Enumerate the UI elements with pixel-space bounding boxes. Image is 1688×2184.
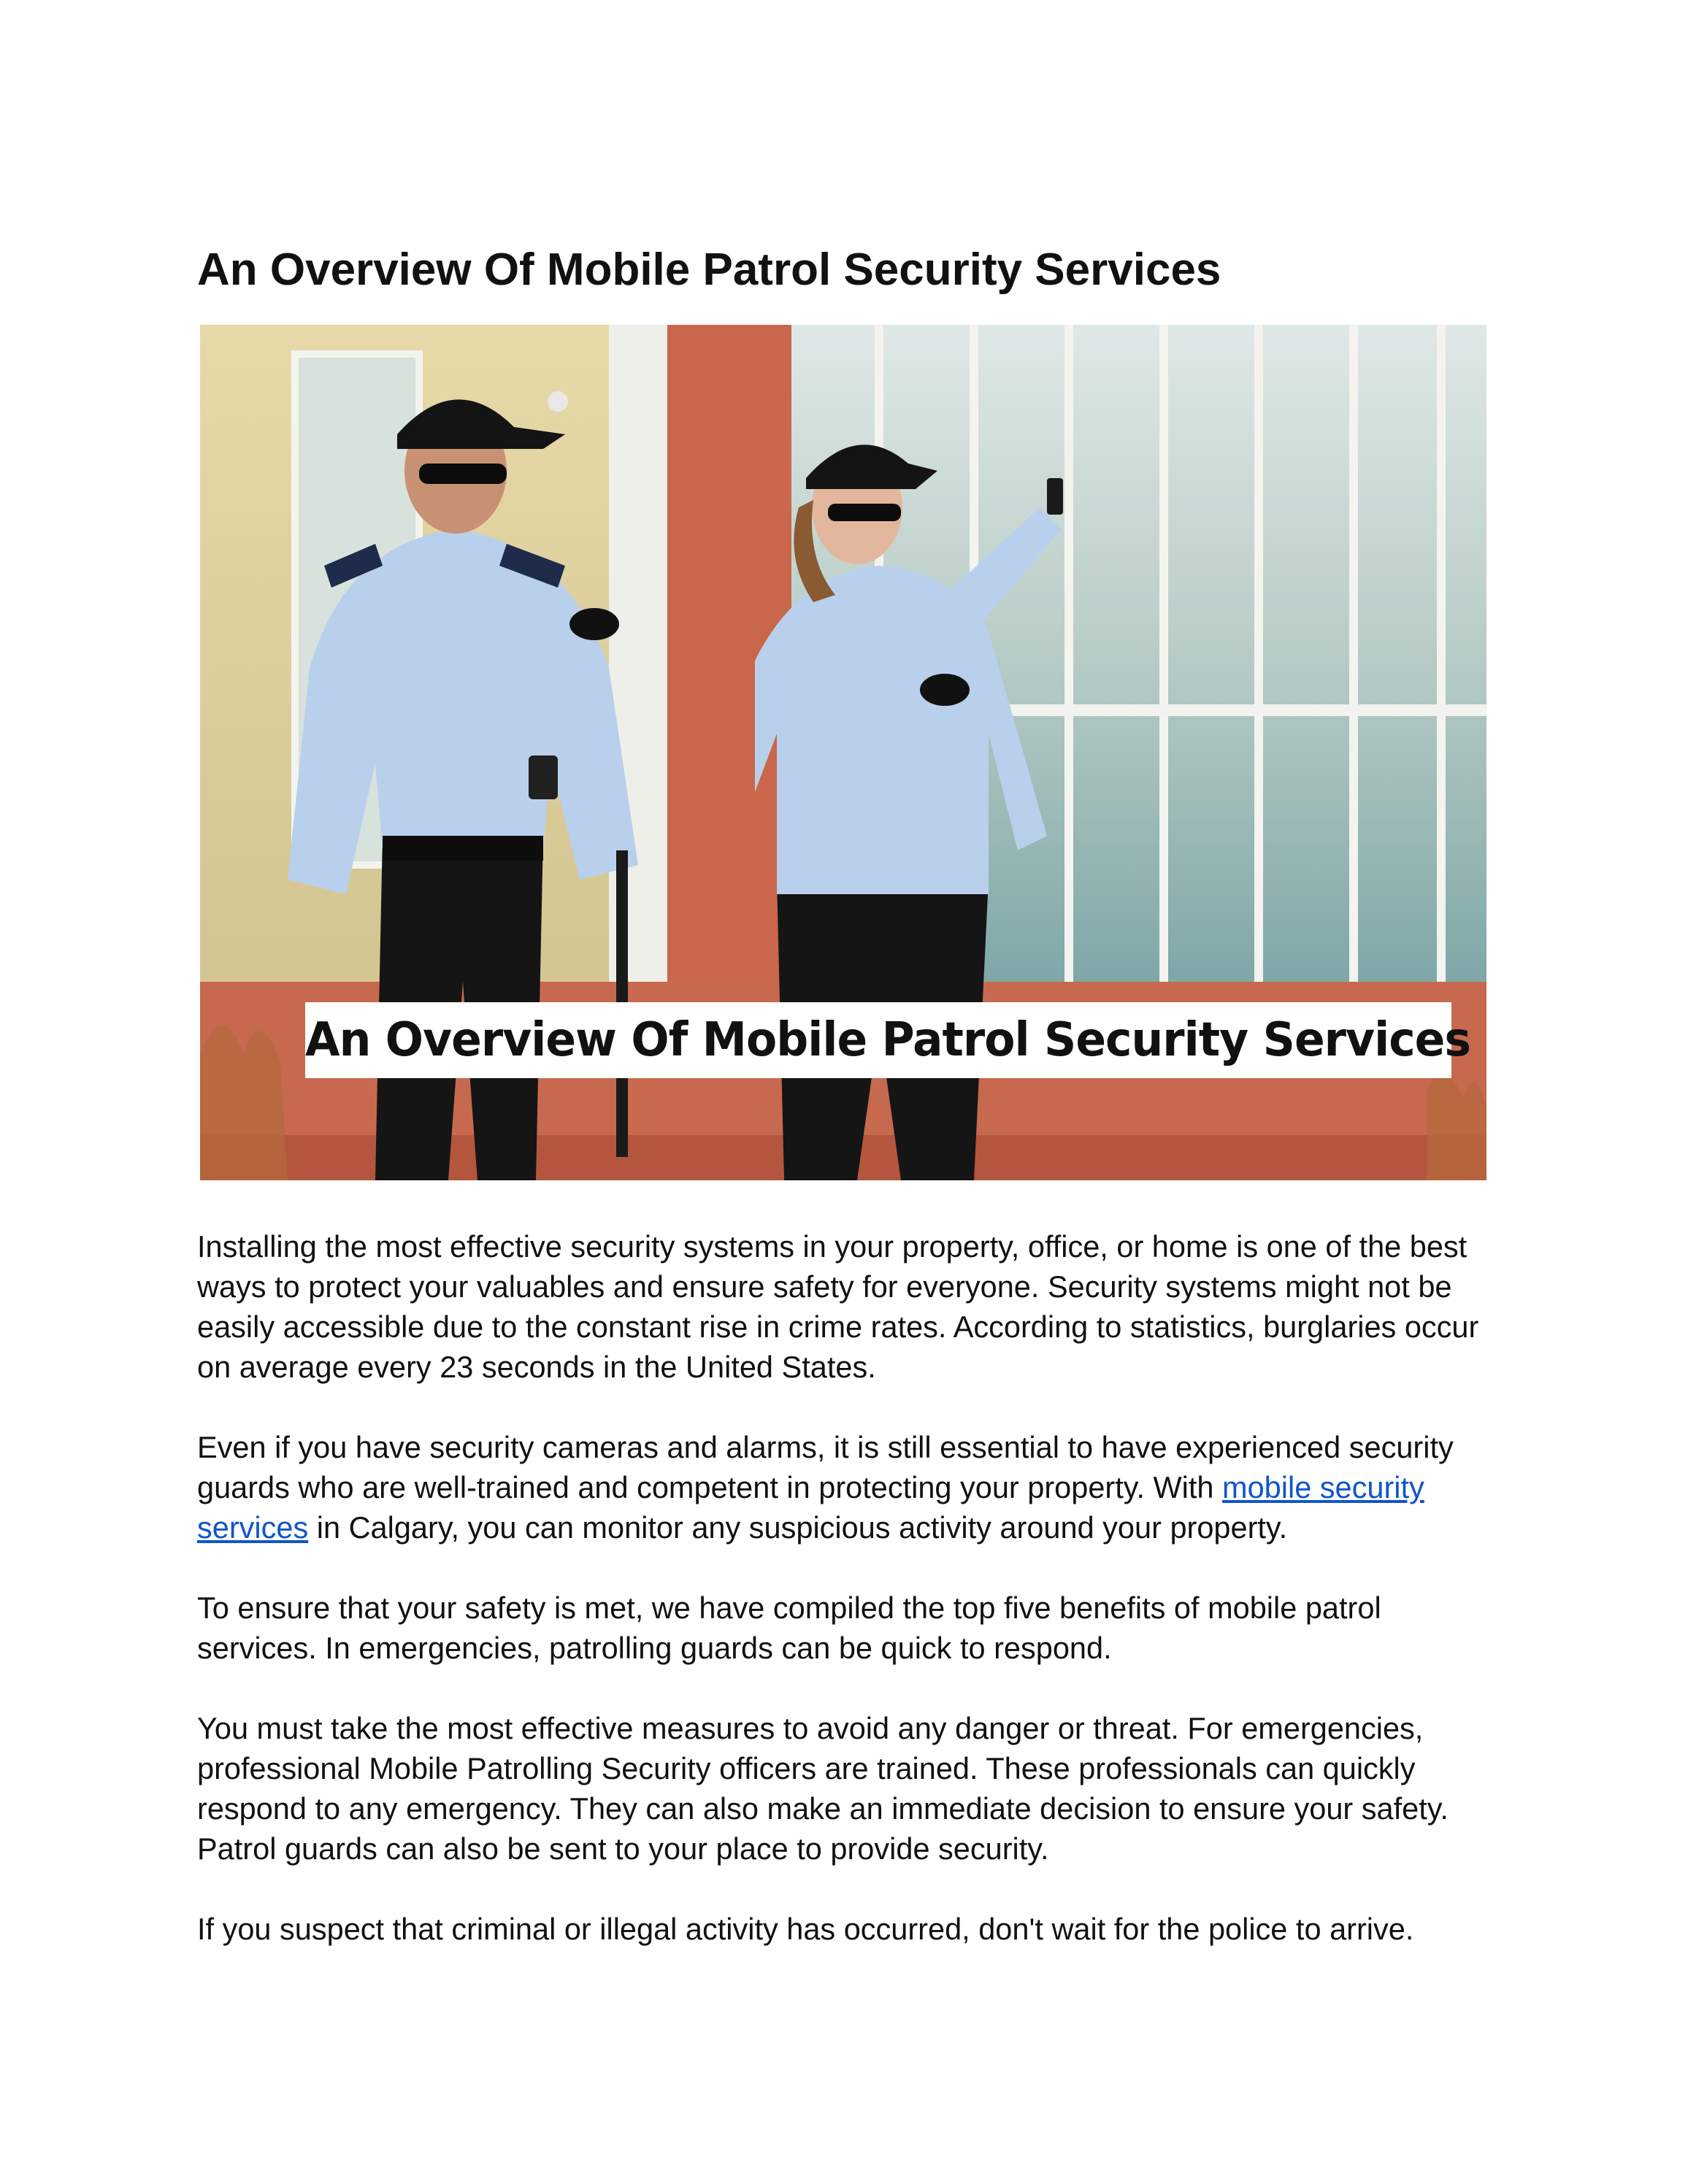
guard-left-radio <box>529 755 558 799</box>
paragraph-4: You must take the most effective measures to avoid any danger or threat. For emergencies, professional Mobile Patrolling Security officers are trained. These professionals can quickly respond to any emergency. They can also make an immediate decision to ensure your safety. Patrol guards can also be sent to your place to provide security. <box>197 1711 1449 1866</box>
guard-right-sunglasses <box>828 504 901 521</box>
paragraph-2-before: Even if you have security cameras and alarms, it is still essential to have experienced security guards who are well-trained and competent in protecting your property. With <box>197 1430 1454 1504</box>
article-body <box>197 1226 1497 1989</box>
guard-right-radio <box>1047 478 1063 515</box>
guard-left-patch <box>569 608 619 640</box>
page-title: An Overview Of Mobile Patrol Security Services <box>197 245 1221 295</box>
paragraph-2-after: in Calgary, you can monitor any suspicious activity around your property. <box>308 1510 1288 1545</box>
paragraph-3: To ensure that your safety is met, we have compiled the top five benefits of mobile patrol services. In emergencies, patrolling guards can be quick to respond. <box>197 1591 1381 1665</box>
guard-left-sunglasses <box>419 464 507 484</box>
paragraph-1: Installing the most effective security systems in your property, office, or home is one of the best ways to protect your valuables and ensure safety for everyone. Security systems might not be easily accessible due to the constant rise in crime rates. According to statistics, burglaries occur on average every 23 seconds in the United States. <box>197 1229 1479 1384</box>
mobile-security-services-link[interactable]: mobile security services <box>197 1470 1424 1545</box>
guard-left-cap-badge <box>548 391 568 412</box>
guard-left-belt <box>383 836 543 861</box>
hero-banner-text: An Overview Of Mobile Patrol Security Services <box>305 1013 1470 1067</box>
paragraph-5: If you suspect that criminal or illegal activity has occurred, don't wait for the police to arrive. <box>197 1912 1414 1946</box>
hero-image <box>200 325 1486 1180</box>
guard-right-patch <box>920 674 970 706</box>
paragraph-2 <box>197 1427 1497 1547</box>
hero-banner <box>305 1002 1470 1078</box>
